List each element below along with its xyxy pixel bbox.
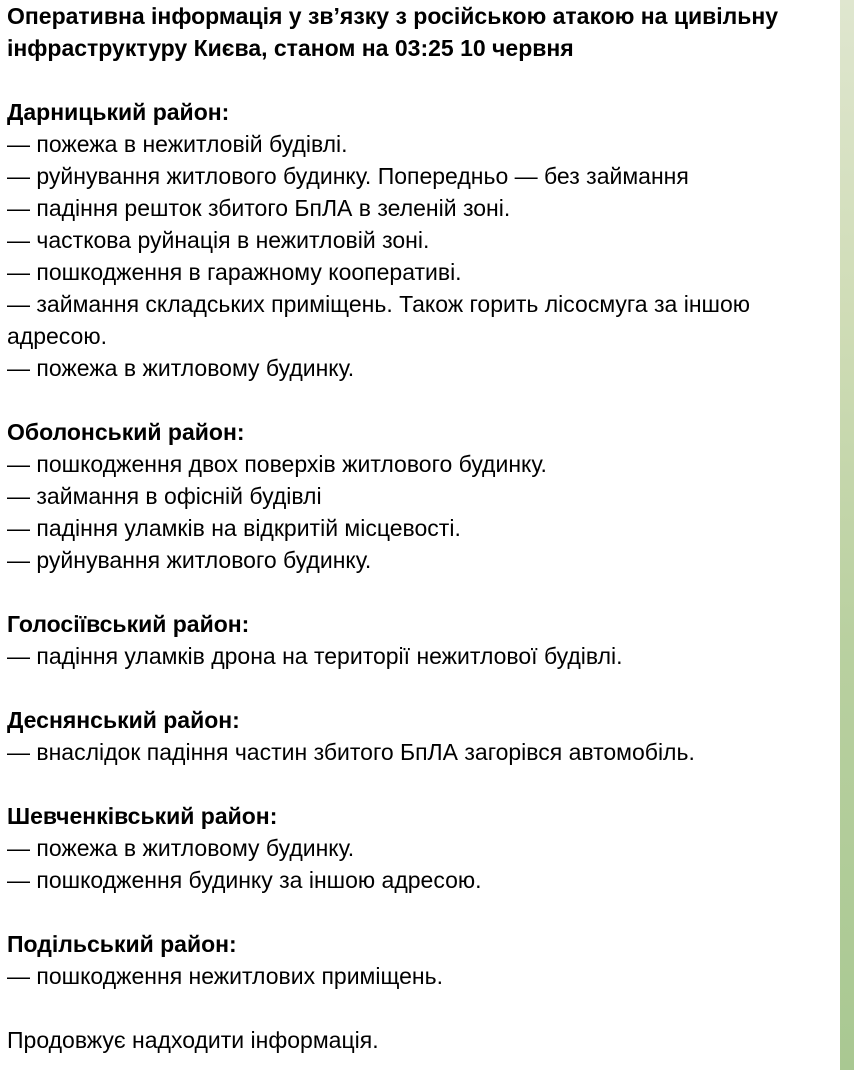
district-section-darnytskyi bbox=[7, 96, 837, 384]
incident-item: — займання в офісній будівлі bbox=[7, 483, 322, 509]
district-section-holosiivskyi bbox=[7, 608, 837, 672]
district-section-shevchenkivskyi bbox=[7, 800, 837, 896]
chat-background bbox=[840, 0, 854, 1070]
incident-item: — руйнування житлового будинку. Попередньо — без займання bbox=[7, 163, 689, 189]
district-section-desnianskyi bbox=[7, 704, 837, 768]
district-heading: Деснянський район: bbox=[7, 707, 240, 733]
incident-item: — пожежа в житловому будинку. bbox=[7, 355, 355, 381]
message-footer: Продовжує надходити інформація. bbox=[7, 1027, 379, 1053]
incident-item: — часткова руйнація в нежитловій зоні. bbox=[7, 227, 430, 253]
incident-item: — пошкодження в гаражному кооперативі. bbox=[7, 259, 462, 285]
incident-item: — пошкодження двох поверхів житлового будинку. bbox=[7, 451, 547, 477]
district-section-podilskyi bbox=[7, 928, 837, 992]
incident-item: — падіння уламків дрона на території нежитлової будівлі. bbox=[7, 643, 623, 669]
incident-item: — падіння уламків на відкритій місцевості. bbox=[7, 515, 461, 541]
district-heading: Голосіївський район: bbox=[7, 611, 250, 637]
incident-item: — пожежа в нежитловій будівлі. bbox=[7, 131, 348, 157]
district-heading: Подільський район: bbox=[7, 931, 237, 957]
incident-item: — внаслідок падіння частин збитого БпЛА загорівся автомобіль. bbox=[7, 739, 695, 765]
incident-item: — займання складських приміщень. Також горить лісосмуга за іншою адресою. bbox=[7, 291, 751, 349]
message-title: Оперативна інформація у зв’язку з російською атакою на цивільну інфраструктуру Києва, станом на 03:25 10 червня bbox=[7, 3, 779, 61]
incident-item: — падіння решток збитого БпЛА в зеленій зоні. bbox=[7, 195, 511, 221]
incident-item: — пошкодження нежитлових приміщень. bbox=[7, 963, 444, 989]
district-heading: Оболонський район: bbox=[7, 419, 245, 445]
district-section-obolonskyi bbox=[7, 416, 837, 576]
incident-item: — руйнування житлового будинку. bbox=[7, 547, 372, 573]
district-heading: Шевченківський район: bbox=[7, 803, 278, 829]
incident-item: — пошкодження будинку за іншою адресою. bbox=[7, 867, 482, 893]
message-text bbox=[7, 0, 837, 1056]
district-heading: Дарницький район: bbox=[7, 99, 230, 125]
incident-item: — пожежа в житловому будинку. bbox=[7, 835, 355, 861]
